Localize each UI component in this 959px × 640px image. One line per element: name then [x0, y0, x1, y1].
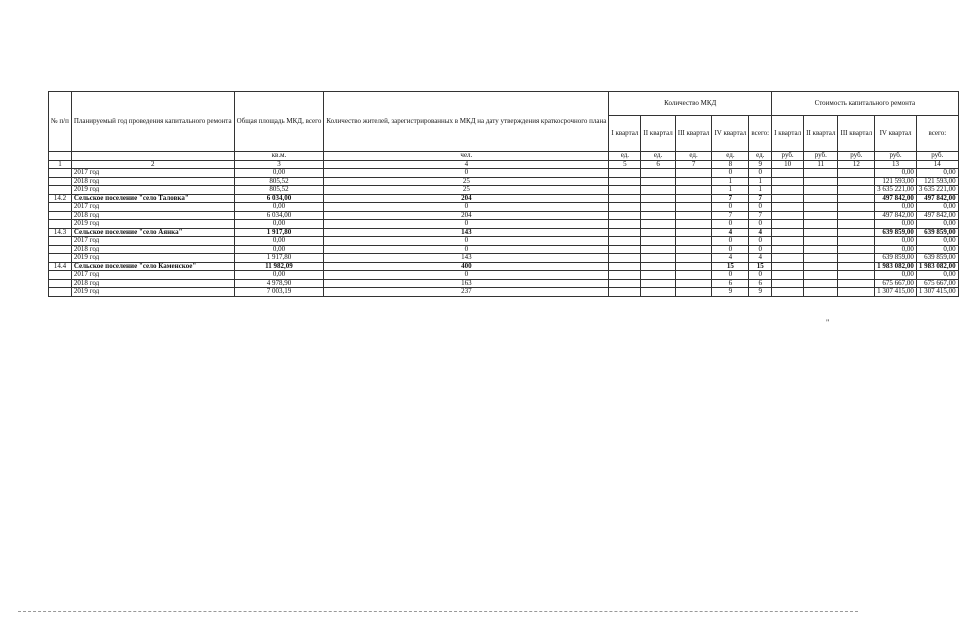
cell-tot: 4 — [749, 254, 772, 263]
cell-empty — [675, 288, 712, 297]
table-row-year — [49, 211, 959, 220]
cell-name: 2017 год — [71, 271, 234, 280]
column-number: 3 — [234, 160, 324, 169]
cell-empty — [609, 203, 641, 212]
cell-c4: 0,00 — [875, 271, 917, 280]
table-row-year — [49, 203, 959, 212]
cell-ct: 639 859,00 — [916, 228, 958, 237]
cell-q4: 0 — [712, 203, 749, 212]
cell-empty — [804, 186, 838, 195]
cell-empty — [838, 211, 875, 220]
cell-num — [49, 288, 72, 297]
cell-empty — [609, 169, 641, 178]
cell-num — [49, 271, 72, 280]
cell-empty — [641, 186, 675, 195]
table-row-year — [49, 254, 959, 263]
cell-empty — [675, 211, 712, 220]
table-row-year — [49, 177, 959, 186]
cell-empty — [675, 186, 712, 195]
cell-area: 0,00 — [234, 237, 324, 246]
header-q4: IV квартал — [712, 116, 749, 152]
cell-empty — [804, 177, 838, 186]
cell-tot: 15 — [749, 262, 772, 271]
column-number: 4 — [324, 160, 609, 169]
cell-empty — [838, 220, 875, 229]
cell-c4: 639 859,00 — [875, 228, 917, 237]
cell-empty — [772, 203, 804, 212]
table-row-settlement — [49, 228, 959, 237]
cell-empty — [838, 288, 875, 297]
cell-empty — [772, 237, 804, 246]
cell-ct: 0,00 — [916, 245, 958, 254]
cell-ct: 0,00 — [916, 237, 958, 246]
unit-cell: руб. — [916, 152, 958, 161]
header-num: № п/п — [49, 92, 72, 152]
column-number: 13 — [875, 160, 917, 169]
cell-res: 143 — [324, 254, 609, 263]
header-q1: I квартал — [609, 116, 641, 152]
cell-area: 6 034,00 — [234, 194, 324, 203]
unit-residents: чел. — [324, 152, 609, 161]
cell-empty — [804, 262, 838, 271]
column-number: 12 — [838, 160, 875, 169]
cell-empty — [641, 254, 675, 263]
header-cost-q3: III квартал — [838, 116, 875, 152]
unit-cell: ед. — [609, 152, 641, 161]
cell-empty — [838, 177, 875, 186]
cell-c4: 0,00 — [875, 203, 917, 212]
cell-area: 0,00 — [234, 245, 324, 254]
cell-q4: 0 — [712, 237, 749, 246]
cell-empty — [675, 203, 712, 212]
cell-ct: 0,00 — [916, 271, 958, 280]
cell-num — [49, 169, 72, 178]
cell-q4: 0 — [712, 245, 749, 254]
unit-cell: ед. — [641, 152, 675, 161]
cell-q4: 4 — [712, 254, 749, 263]
cell-num — [49, 177, 72, 186]
cell-num: 14.4 — [49, 262, 72, 271]
cell-empty — [772, 220, 804, 229]
cell-empty — [609, 262, 641, 271]
cell-c4: 0,00 — [875, 169, 917, 178]
cell-area: 7 003,19 — [234, 288, 324, 297]
cell-empty — [675, 254, 712, 263]
header-q2: II квартал — [641, 116, 675, 152]
cell-c4: 1 307 415,00 — [875, 288, 917, 297]
cell-empty — [772, 211, 804, 220]
cell-q4: 0 — [712, 271, 749, 280]
cell-res: 0 — [324, 169, 609, 178]
cell-num — [49, 237, 72, 246]
cell-empty — [838, 194, 875, 203]
table-body — [49, 169, 959, 297]
column-number: 11 — [804, 160, 838, 169]
cell-res: 0 — [324, 220, 609, 229]
cell-empty — [804, 254, 838, 263]
capital-repair-table-sheet — [48, 91, 959, 297]
unit-cell: руб. — [772, 152, 804, 161]
cell-area: 4 978,90 — [234, 279, 324, 288]
cell-empty — [804, 203, 838, 212]
table-row-year — [49, 237, 959, 246]
cell-empty — [609, 194, 641, 203]
cell-empty — [641, 237, 675, 246]
cell-empty — [772, 245, 804, 254]
cell-name: 2019 год — [71, 254, 234, 263]
cell-res: 163 — [324, 279, 609, 288]
cell-c4: 1 983 082,00 — [875, 262, 917, 271]
table-row-year — [49, 271, 959, 280]
footer-divider — [18, 611, 858, 612]
cell-empty — [609, 211, 641, 220]
cell-res: 0 — [324, 271, 609, 280]
cell-empty — [772, 288, 804, 297]
cell-tot: 0 — [749, 237, 772, 246]
unit-cell: руб. — [804, 152, 838, 161]
cell-empty — [641, 228, 675, 237]
cell-area: 805,52 — [234, 186, 324, 195]
cell-res: 0 — [324, 203, 609, 212]
header-cost-total: всего: — [916, 116, 958, 152]
cell-empty — [641, 262, 675, 271]
cell-empty — [609, 279, 641, 288]
cell-res: 204 — [324, 194, 609, 203]
cell-tot: 7 — [749, 211, 772, 220]
cell-q4: 6 — [712, 279, 749, 288]
column-number: 1 — [49, 160, 72, 169]
closing-quote: " — [826, 318, 830, 327]
cell-tot: 6 — [749, 279, 772, 288]
unit-area: кв.м. — [234, 152, 324, 161]
cell-empty — [804, 220, 838, 229]
cell-ct: 1 307 415,00 — [916, 288, 958, 297]
cell-empty — [675, 228, 712, 237]
cell-empty — [804, 237, 838, 246]
cell-area: 1 917,80 — [234, 228, 324, 237]
cell-area: 6 034,00 — [234, 211, 324, 220]
cell-num — [49, 211, 72, 220]
table-row-settlement — [49, 194, 959, 203]
cell-empty — [804, 228, 838, 237]
cell-area: 11 982,09 — [234, 262, 324, 271]
cell-empty — [804, 245, 838, 254]
cell-q4: 7 — [712, 194, 749, 203]
cell-res: 25 — [324, 186, 609, 195]
cell-q4: 0 — [712, 169, 749, 178]
table-row-year — [49, 169, 959, 178]
cell-name: Сельское поселение "село Аянка" — [71, 228, 234, 237]
column-number: 14 — [916, 160, 958, 169]
cell-tot: 1 — [749, 186, 772, 195]
cell-q4: 9 — [712, 288, 749, 297]
cell-empty — [838, 203, 875, 212]
cell-empty — [641, 271, 675, 280]
cell-empty — [641, 203, 675, 212]
header-cost-q4: IV квартал — [875, 116, 917, 152]
cell-num — [49, 203, 72, 212]
cell-name: 2017 год — [71, 237, 234, 246]
cell-ct: 1 983 082,00 — [916, 262, 958, 271]
cell-c4: 0,00 — [875, 237, 917, 246]
cell-num — [49, 254, 72, 263]
column-number: 6 — [641, 160, 675, 169]
cell-c4: 0,00 — [875, 220, 917, 229]
cell-empty — [675, 279, 712, 288]
cell-empty — [838, 271, 875, 280]
cell-empty — [641, 177, 675, 186]
cell-empty — [641, 288, 675, 297]
cell-ct: 675 667,00 — [916, 279, 958, 288]
cell-res: 143 — [324, 228, 609, 237]
cell-empty — [804, 271, 838, 280]
cell-q4: 0 — [712, 220, 749, 229]
cell-q4: 1 — [712, 177, 749, 186]
cell-empty — [772, 194, 804, 203]
cell-name: 2017 год — [71, 203, 234, 212]
table-row-year — [49, 186, 959, 195]
cell-empty — [641, 194, 675, 203]
cell-empty — [838, 254, 875, 263]
cell-tot: 9 — [749, 288, 772, 297]
cell-empty — [675, 237, 712, 246]
cell-empty — [804, 288, 838, 297]
cell-area: 0,00 — [234, 169, 324, 178]
cell-empty — [675, 169, 712, 178]
capital-repair-table — [48, 91, 959, 297]
cell-empty — [641, 245, 675, 254]
cell-empty — [675, 194, 712, 203]
header-q3: III квартал — [675, 116, 712, 152]
cell-empty — [675, 262, 712, 271]
cell-name: 2018 год — [71, 279, 234, 288]
cell-q4: 7 — [712, 211, 749, 220]
cell-empty — [609, 288, 641, 297]
header-cost-group: Стоимость капитального ремонта — [772, 92, 959, 116]
cell-num — [49, 245, 72, 254]
cell-res: 204 — [324, 211, 609, 220]
cell-empty — [609, 237, 641, 246]
cell-num — [49, 186, 72, 195]
cell-empty — [804, 194, 838, 203]
cell-c4: 121 593,00 — [875, 177, 917, 186]
column-number: 9 — [749, 160, 772, 169]
cell-ct: 497 842,00 — [916, 211, 958, 220]
cell-empty — [609, 245, 641, 254]
cell-empty — [804, 211, 838, 220]
cell-name: 2019 год — [71, 186, 234, 195]
table-row-settlement — [49, 262, 959, 271]
unit-cell: руб. — [875, 152, 917, 161]
cell-empty — [609, 220, 641, 229]
cell-empty — [772, 271, 804, 280]
cell-empty — [675, 245, 712, 254]
cell-empty — [641, 169, 675, 178]
cell-area: 0,00 — [234, 271, 324, 280]
cell-empty — [641, 279, 675, 288]
cell-tot: 0 — [749, 271, 772, 280]
cell-empty — [609, 177, 641, 186]
cell-empty — [772, 169, 804, 178]
cell-empty — [772, 186, 804, 195]
column-number: 10 — [772, 160, 804, 169]
cell-res: 400 — [324, 262, 609, 271]
cell-empty — [772, 254, 804, 263]
cell-empty — [641, 211, 675, 220]
cell-empty — [772, 279, 804, 288]
cell-tot: 7 — [749, 194, 772, 203]
table-row-year — [49, 279, 959, 288]
cell-area: 1 917,80 — [234, 254, 324, 263]
cell-ct: 3 635 221,00 — [916, 186, 958, 195]
cell-empty — [609, 271, 641, 280]
cell-res: 237 — [324, 288, 609, 297]
cell-empty — [838, 279, 875, 288]
cell-empty — [804, 169, 838, 178]
cell-empty — [772, 177, 804, 186]
cell-tot: 0 — [749, 203, 772, 212]
column-number: 5 — [609, 160, 641, 169]
cell-name: 2017 год — [71, 169, 234, 178]
cell-tot: 0 — [749, 245, 772, 254]
cell-name: 2018 год — [71, 211, 234, 220]
cell-empty — [838, 237, 875, 246]
cell-ct: 0,00 — [916, 220, 958, 229]
cell-empty — [641, 220, 675, 229]
cell-tot: 0 — [749, 169, 772, 178]
cell-name: Сельское поселение "село Каменское" — [71, 262, 234, 271]
column-number: 2 — [71, 160, 234, 169]
cell-empty — [609, 254, 641, 263]
cell-res: 25 — [324, 177, 609, 186]
unit-cell: руб. — [838, 152, 875, 161]
cell-num: 14.2 — [49, 194, 72, 203]
cell-empty — [838, 228, 875, 237]
cell-ct: 497 842,00 — [916, 194, 958, 203]
cell-tot: 1 — [749, 177, 772, 186]
header-area: Общая площадь МКД, всего — [234, 92, 324, 152]
cell-empty — [838, 262, 875, 271]
unit-cell: ед. — [675, 152, 712, 161]
cell-c4: 0,00 — [875, 245, 917, 254]
cell-name: 2019 год — [71, 288, 234, 297]
cell-q4: 15 — [712, 262, 749, 271]
table-row-year — [49, 245, 959, 254]
table-row-year — [49, 220, 959, 229]
cell-name: 2019 год — [71, 220, 234, 229]
cell-ct: 639 859,00 — [916, 254, 958, 263]
cell-num — [49, 279, 72, 288]
header-mkd-group: Количество МКД — [609, 92, 772, 116]
column-number: 8 — [712, 160, 749, 169]
cell-empty — [675, 220, 712, 229]
cell-empty — [804, 279, 838, 288]
cell-num: 14.3 — [49, 228, 72, 237]
cell-c4: 497 842,00 — [875, 211, 917, 220]
cell-q4: 4 — [712, 228, 749, 237]
cell-empty — [675, 177, 712, 186]
cell-empty — [838, 186, 875, 195]
cell-ct: 0,00 — [916, 169, 958, 178]
cell-name: 2018 год — [71, 245, 234, 254]
unit-cell: ед. — [749, 152, 772, 161]
cell-empty — [772, 262, 804, 271]
cell-area: 805,52 — [234, 177, 324, 186]
cell-empty — [609, 228, 641, 237]
cell-num — [49, 220, 72, 229]
cell-tot: 4 — [749, 228, 772, 237]
cell-res: 0 — [324, 237, 609, 246]
header-cost-q2: II квартал — [804, 116, 838, 152]
cell-name: Сельское поселение "село Таловка" — [71, 194, 234, 203]
header-year: Планируемый год проведения капитального ремонта — [71, 92, 234, 152]
cell-empty — [838, 169, 875, 178]
cell-tot: 0 — [749, 220, 772, 229]
cell-area: 0,00 — [234, 220, 324, 229]
header-total: всего: — [749, 116, 772, 152]
unit-cell: ед. — [712, 152, 749, 161]
column-number: 7 — [675, 160, 712, 169]
cell-empty — [675, 271, 712, 280]
cell-c4: 497 842,00 — [875, 194, 917, 203]
header-residents: Количество жителей, зарегистрированных в МКД на дату утверждения краткосрочного плана — [324, 92, 609, 152]
cell-c4: 639 859,00 — [875, 254, 917, 263]
cell-c4: 675 667,00 — [875, 279, 917, 288]
cell-c4: 3 635 221,00 — [875, 186, 917, 195]
cell-q4: 1 — [712, 186, 749, 195]
cell-ct: 0,00 — [916, 203, 958, 212]
cell-ct: 121 593,00 — [916, 177, 958, 186]
cell-empty — [609, 186, 641, 195]
header-cost-q1: I квартал — [772, 116, 804, 152]
cell-empty — [838, 245, 875, 254]
cell-area: 0,00 — [234, 203, 324, 212]
cell-res: 0 — [324, 245, 609, 254]
cell-empty — [772, 228, 804, 237]
cell-name: 2018 год — [71, 177, 234, 186]
table-row-year — [49, 288, 959, 297]
